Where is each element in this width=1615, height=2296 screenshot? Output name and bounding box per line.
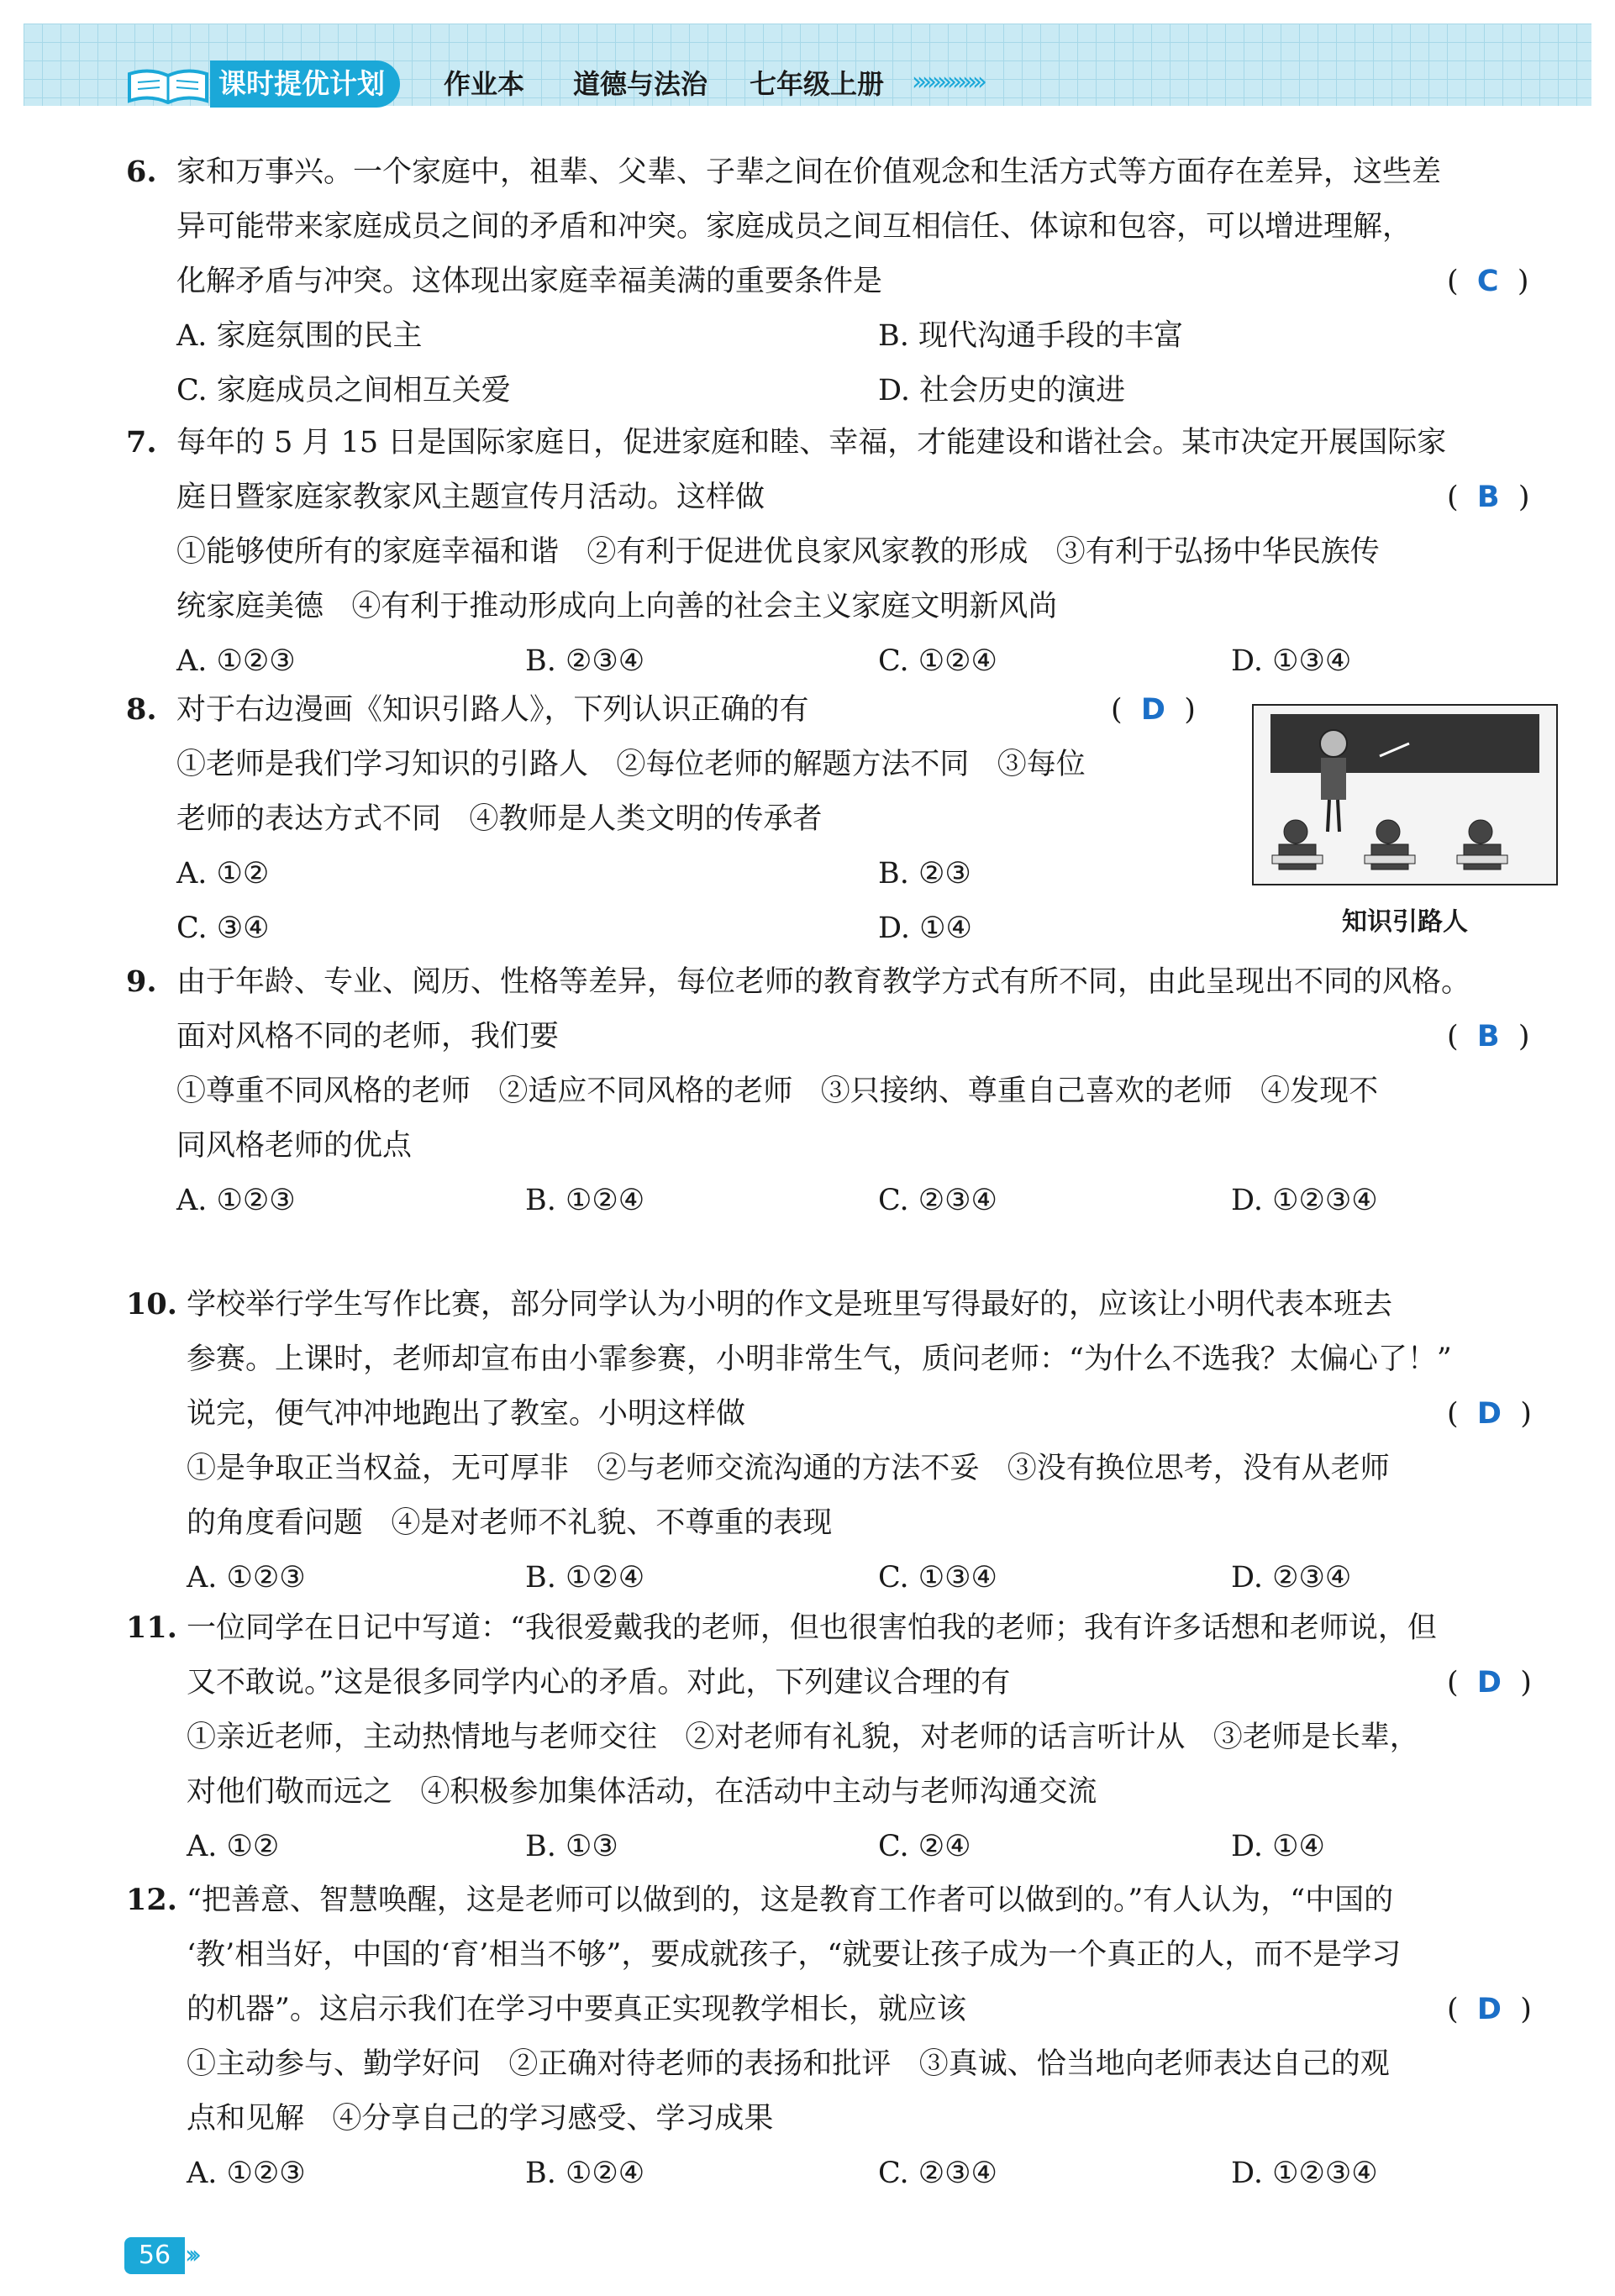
question-text-line: 又不敢说。”这是很多同学内心的矛盾。对此，下列建议合理的有 bbox=[187, 1666, 1011, 1700]
option-d: D. ①④ bbox=[878, 912, 972, 945]
question-number: 10. bbox=[126, 1287, 177, 1321]
question-text-line: ①老师是我们学习知识的引路人 ②每位老师的解题方法不同 ③每位 bbox=[176, 748, 1086, 781]
option-d: D. ①②③④ bbox=[1231, 2157, 1378, 2190]
question-text-line: 的角度看问题 ④是对老师不礼貌、不尊重的表现 bbox=[187, 1506, 833, 1540]
question-text-line: ①主动参与、勤学好问 ②正确对待老师的表扬和批评 ③真诚、恰当地向老师表达自己的观 bbox=[187, 2047, 1390, 2081]
question-text-line: 对他们敬而远之 ④积极参加集体活动，在活动中主动与老师沟通交流 bbox=[187, 1775, 1097, 1809]
option-b: B. ②③ bbox=[878, 857, 971, 891]
answer-letter: D bbox=[1476, 1666, 1502, 1700]
option-b: B. ②③④ bbox=[525, 644, 645, 678]
question-number: 6. bbox=[126, 155, 157, 189]
option-c: C. 家庭成员之间相互关爱 bbox=[176, 374, 511, 407]
option-a: A. ①②③ bbox=[187, 2157, 306, 2190]
question-number: 12. bbox=[126, 1883, 177, 1917]
answer-letter: B bbox=[1476, 481, 1500, 514]
question-text-line: 面对风格不同的老师，我们要 bbox=[176, 1020, 560, 1053]
question-text-line: 点和见解 ④分享自己的学习感受、学习成果 bbox=[187, 2102, 774, 2136]
question-number: 8. bbox=[126, 692, 157, 727]
answer-letter: D bbox=[1140, 693, 1165, 727]
option-d: D. ①④ bbox=[1231, 1830, 1325, 1863]
answer-bracket: ( D ) bbox=[1447, 1666, 1532, 1700]
answer-letter: D bbox=[1476, 1397, 1502, 1431]
question-text-line: 家和万事兴。一个家庭中，祖辈、父辈、子辈之间在价值观念和生活方式等方面存在差异，这些差 bbox=[176, 155, 1442, 189]
grade-title: 七年级上册 bbox=[750, 68, 885, 100]
option-a: A. ①② bbox=[176, 857, 270, 891]
chevron-decoration-icon: ›››››››››››››› bbox=[912, 67, 982, 97]
question-text-line: 同风格老师的优点 bbox=[176, 1129, 413, 1163]
question-number: 11. bbox=[126, 1610, 177, 1645]
question-number: 7. bbox=[126, 425, 157, 460]
option-a: A. ①②③ bbox=[176, 644, 296, 678]
option-b: B. ①②④ bbox=[525, 1561, 645, 1595]
option-d: D. ①③④ bbox=[1231, 644, 1352, 678]
question-text-line: ①亲近老师，主动热情地与老师交往 ②对老师有礼貌，对老师的话言听计从 ③老师是长辈， bbox=[187, 1721, 1419, 1754]
page-number: 56 bbox=[124, 2237, 185, 2274]
subject-title: 道德与法治 bbox=[573, 68, 708, 100]
answer-bracket: ( B ) bbox=[1447, 481, 1530, 514]
option-c: C. ①③④ bbox=[878, 1561, 997, 1595]
question-text-line: 学校举行学生写作比赛，部分同学认为小明的作文是班里写得最好的，应该让小明代表本班去 bbox=[187, 1288, 1393, 1321]
option-b: B. ①②④ bbox=[525, 2157, 645, 2190]
question-text-line: 由于年龄、专业、阅历、性格等差异，每位老师的教育教学方式有所不同，由此呈现出不同的风格。 bbox=[176, 965, 1471, 999]
question-text-line: ①尊重不同风格的老师 ②适应不同风格的老师 ③只接纳、尊重自己喜欢的老师 ④发现不 bbox=[176, 1074, 1379, 1108]
answer-bracket: ( B ) bbox=[1447, 1020, 1530, 1053]
answer-bracket: ( D ) bbox=[1447, 1397, 1532, 1431]
option-a: A. ①②③ bbox=[187, 1561, 306, 1595]
question-text-line: 统家庭美德 ④有利于推动形成向上向善的社会主义家庭文明新风尚 bbox=[176, 590, 1058, 623]
answer-letter: C bbox=[1476, 265, 1499, 298]
option-c: C. ③④ bbox=[176, 912, 270, 945]
option-d: D. 社会历史的演进 bbox=[878, 374, 1126, 407]
answer-letter: B bbox=[1476, 1020, 1500, 1053]
question-text-line: 老师的表达方式不同 ④教师是人类文明的传承者 bbox=[176, 802, 823, 836]
question-text-line: 对于右边漫画《知识引路人》，下列认识正确的有 bbox=[176, 693, 809, 727]
option-c: C. ①②④ bbox=[878, 644, 997, 678]
question-text-line: 一位同学在日记中写道：“我很爱戴我的老师，但也很害怕我的老师；我有许多话想和老师说，但 bbox=[187, 1611, 1437, 1645]
question-text-line: ①是争取正当权益，无可厚非 ②与老师交流沟通的方法不妥 ③没有换位思考，没有从老师 bbox=[187, 1452, 1390, 1485]
question-text-line: 每年的 5 月 15 日是国际家庭日，促进家庭和睦、幸福，才能建设和谐社会。某市决定开展国际家 bbox=[176, 426, 1447, 460]
question-text-line: “把善意、智慧唤醒，这是老师可以做到的，这是教育工作者可以做到的。”有人认为，“中国的 bbox=[187, 1884, 1394, 1917]
option-c: C. ②④ bbox=[878, 1830, 971, 1863]
answer-bracket: ( D ) bbox=[1111, 693, 1196, 727]
option-a: A. 家庭氛围的民主 bbox=[176, 319, 423, 353]
book-type: 作业本 bbox=[444, 68, 525, 100]
question-text-line: ①能够使所有的家庭幸福和谐 ②有利于促进优良家风家教的形成 ③有利于弘扬中华民族传 bbox=[176, 535, 1380, 569]
book-icon bbox=[126, 66, 210, 104]
question-text-line: 参赛。上课时，老师却宣布由小霏参赛，小明非常生气，质问老师：“为什么不选我？太偏心了！” bbox=[187, 1342, 1452, 1376]
option-d: D. ②③④ bbox=[1231, 1561, 1352, 1595]
option-a: A. ①② bbox=[187, 1830, 280, 1863]
page-chevron-icon: ››› bbox=[185, 2241, 195, 2270]
question-text-line: 异可能带来家庭成员之间的矛盾和冲突。家庭成员之间互相信任、体谅和包容，可以增进理解， bbox=[176, 210, 1412, 244]
question-text-line: 化解矛盾与冲突。这体现出家庭幸福美满的重要条件是 bbox=[176, 265, 883, 298]
option-c: C. ②③④ bbox=[878, 1184, 997, 1217]
answer-letter: D bbox=[1476, 1993, 1502, 2026]
question-text-line: ‘教’相当好，中国的‘育’相当不够”，要成就孩子，“就要让孩子成为一个真正的人，而不是学习 bbox=[187, 1938, 1402, 1972]
question-text-line: 庭日暨家庭家教家风主题宣传月活动。这样做 bbox=[176, 481, 765, 514]
question-number: 9. bbox=[126, 964, 157, 999]
answer-bracket: ( D ) bbox=[1447, 1993, 1532, 2026]
cartoon-image bbox=[1252, 704, 1558, 885]
option-d: D. ①②③④ bbox=[1231, 1184, 1378, 1217]
option-b: B. 现代沟通手段的丰富 bbox=[878, 319, 1183, 353]
cartoon-caption: 知识引路人 bbox=[1342, 907, 1468, 937]
answer-bracket: ( C ) bbox=[1447, 265, 1529, 298]
question-text-line: 的机器”。这启示我们在学习中要真正实现教学相长，就应该 bbox=[187, 1993, 966, 2026]
option-c: C. ②③④ bbox=[878, 2157, 997, 2190]
option-b: B. ①②④ bbox=[525, 1184, 645, 1217]
question-text-line: 说完，便气冲冲地跑出了教室。小明这样做 bbox=[187, 1397, 746, 1431]
option-b: B. ①③ bbox=[525, 1830, 618, 1863]
option-a: A. ①②③ bbox=[176, 1184, 296, 1217]
series-brand: 课时提优计划 bbox=[210, 60, 400, 108]
